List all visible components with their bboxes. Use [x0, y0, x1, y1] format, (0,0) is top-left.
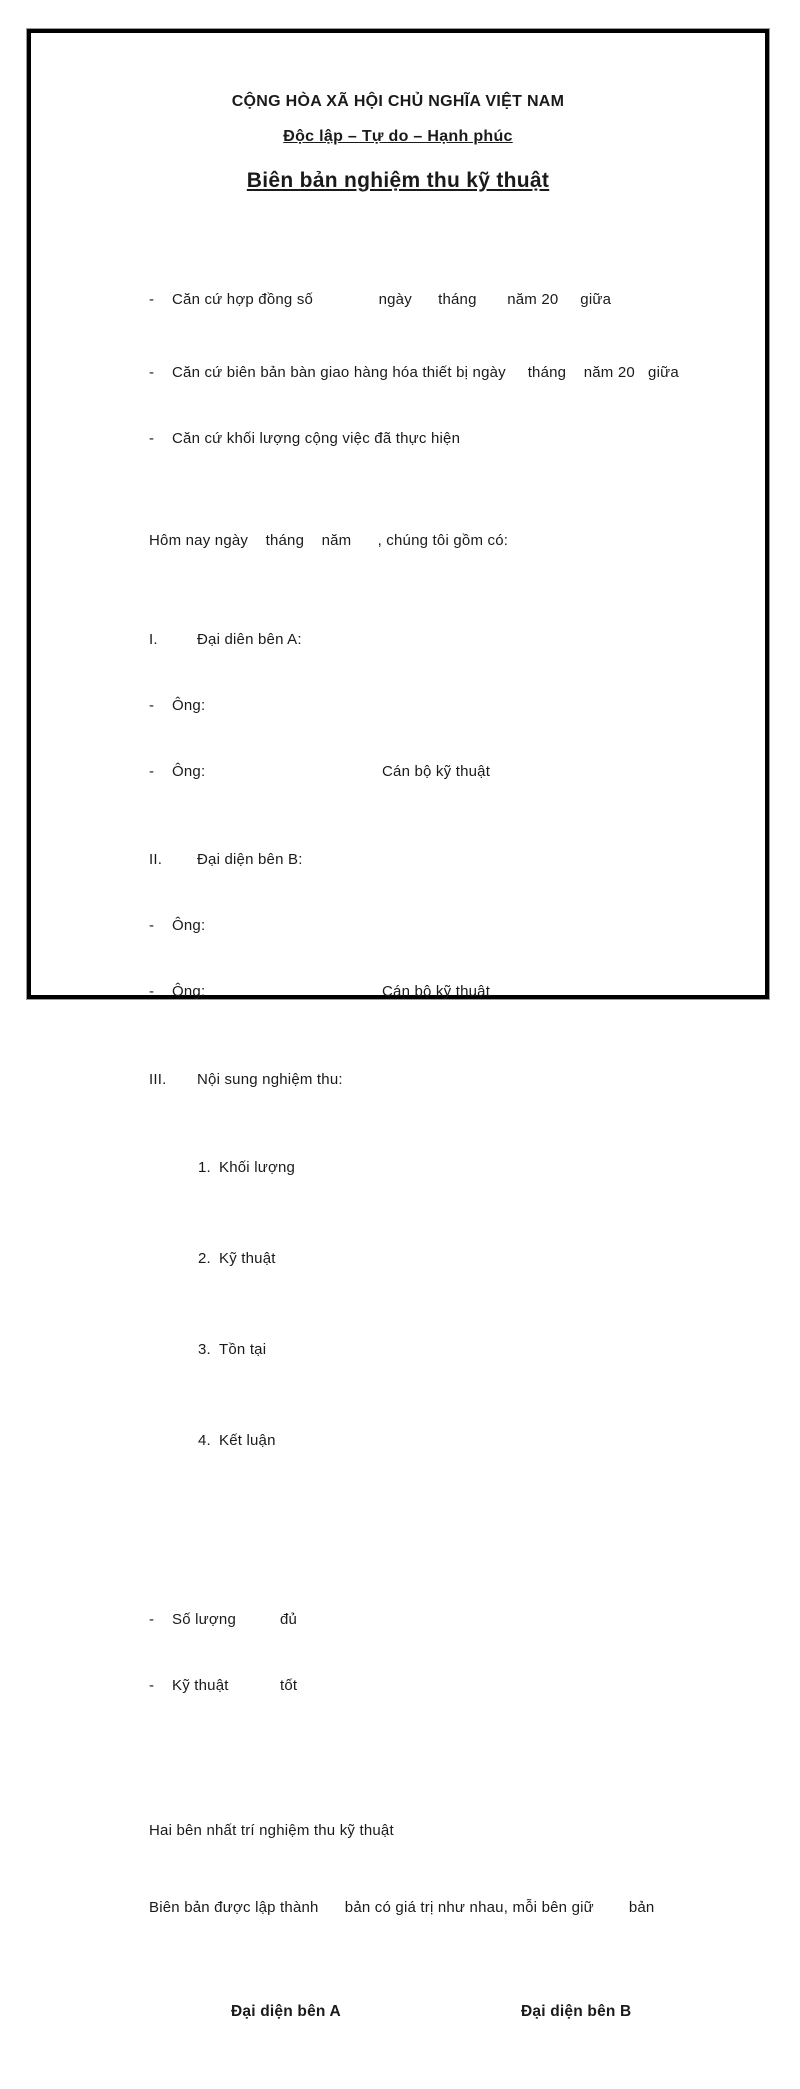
item-number: 1.: [198, 1159, 211, 1176]
section-numeral: I.: [149, 631, 158, 648]
section-heading-a: [149, 629, 725, 651]
summary-value: đủ: [280, 1611, 298, 1628]
signature-row: [149, 2001, 725, 2023]
dash-bullet: -: [149, 1611, 155, 1628]
acceptance-item: [198, 1430, 725, 1452]
summary-label: Số lượng: [172, 1611, 237, 1628]
preamble-line: [149, 289, 725, 311]
dash-bullet: -: [149, 697, 155, 714]
national-motto: Độc lập – Tự do – Hạnh phúc: [283, 128, 513, 145]
section-title: Đại diện bên B:: [197, 851, 303, 868]
party-row: [149, 761, 725, 783]
summary-label: Kỹ thuật: [172, 1677, 229, 1694]
item-label: Kết luận: [219, 1432, 276, 1449]
preamble-line: [149, 428, 725, 450]
section-title: Nội sung nghiệm thu:: [197, 1071, 343, 1088]
section-heading-b: [149, 849, 725, 871]
item-label: Tồn tại: [219, 1341, 267, 1358]
party-row: [149, 981, 725, 1003]
preamble-text: Căn cứ biên bản bàn giao hàng hóa thiết bị ngày tháng năm 20 giữa: [172, 364, 679, 381]
acceptance-item: [198, 1248, 725, 1270]
national-header: CỘNG HÒA XÃ HỘI CHỦ NGHĨA VIỆT NAM: [231, 93, 565, 110]
party-role: Cán bộ kỹ thuật: [382, 983, 491, 1000]
dash-bullet: -: [149, 430, 155, 447]
item-number: 3.: [198, 1341, 211, 1358]
party-label: Ông:: [172, 917, 206, 934]
party-label: Ông:: [172, 697, 206, 714]
section-numeral: III.: [149, 1071, 167, 1088]
document-body: [149, 223, 725, 2089]
dash-bullet: -: [149, 364, 155, 381]
copies-line: Biên bản được lập thành bản có giá trị như nhau, mỗi bên giữ bản: [149, 1899, 655, 1916]
dash-bullet: -: [149, 917, 155, 934]
acceptance-item: [198, 1157, 725, 1179]
item-label: Khối lượng: [219, 1159, 296, 1176]
dash-bullet: -: [149, 291, 155, 308]
summary-value: tốt: [280, 1677, 298, 1694]
signature-party-b: Đại diện bên B: [521, 2003, 632, 2020]
preamble-line: [149, 362, 725, 384]
dash-bullet: -: [149, 1677, 155, 1694]
party-label: Ông:: [172, 763, 206, 780]
party-role: Cán bộ kỹ thuật: [382, 763, 491, 780]
section-title: Đại diên bên A:: [197, 631, 302, 648]
preamble-text: Căn cứ hợp đồng số ngày tháng năm 20 giữa: [172, 291, 612, 308]
item-number: 2.: [198, 1250, 211, 1267]
item-number: 4.: [198, 1432, 211, 1449]
document-title: Biên bản nghiệm thu kỹ thuật: [246, 169, 550, 192]
page-border-frame: [27, 29, 769, 2020]
summary-list: [149, 1565, 725, 1741]
section-numeral: II.: [149, 851, 163, 868]
summary-row: [149, 1675, 725, 1697]
agreement-line: Hai bên nhất trí nghiệm thu kỹ thuật: [149, 1822, 394, 1839]
summary-row: [149, 1609, 725, 1631]
dash-bullet: -: [149, 983, 155, 1000]
signature-party-a: Đại diện bên A: [231, 2003, 341, 2020]
acceptance-item: [198, 1339, 725, 1361]
dash-bullet: -: [149, 763, 155, 780]
party-row: [149, 915, 725, 937]
party-label: Ông:: [172, 983, 206, 1000]
party-row: [149, 695, 725, 717]
preamble-text: Căn cứ khối lượng cộng việc đã thực hiện: [172, 430, 461, 447]
item-label: Kỹ thuật: [219, 1250, 276, 1267]
section-heading-c: [149, 1069, 725, 1091]
opening-line: Hôm nay ngày tháng năm , chúng tôi gồm có:: [149, 532, 509, 549]
